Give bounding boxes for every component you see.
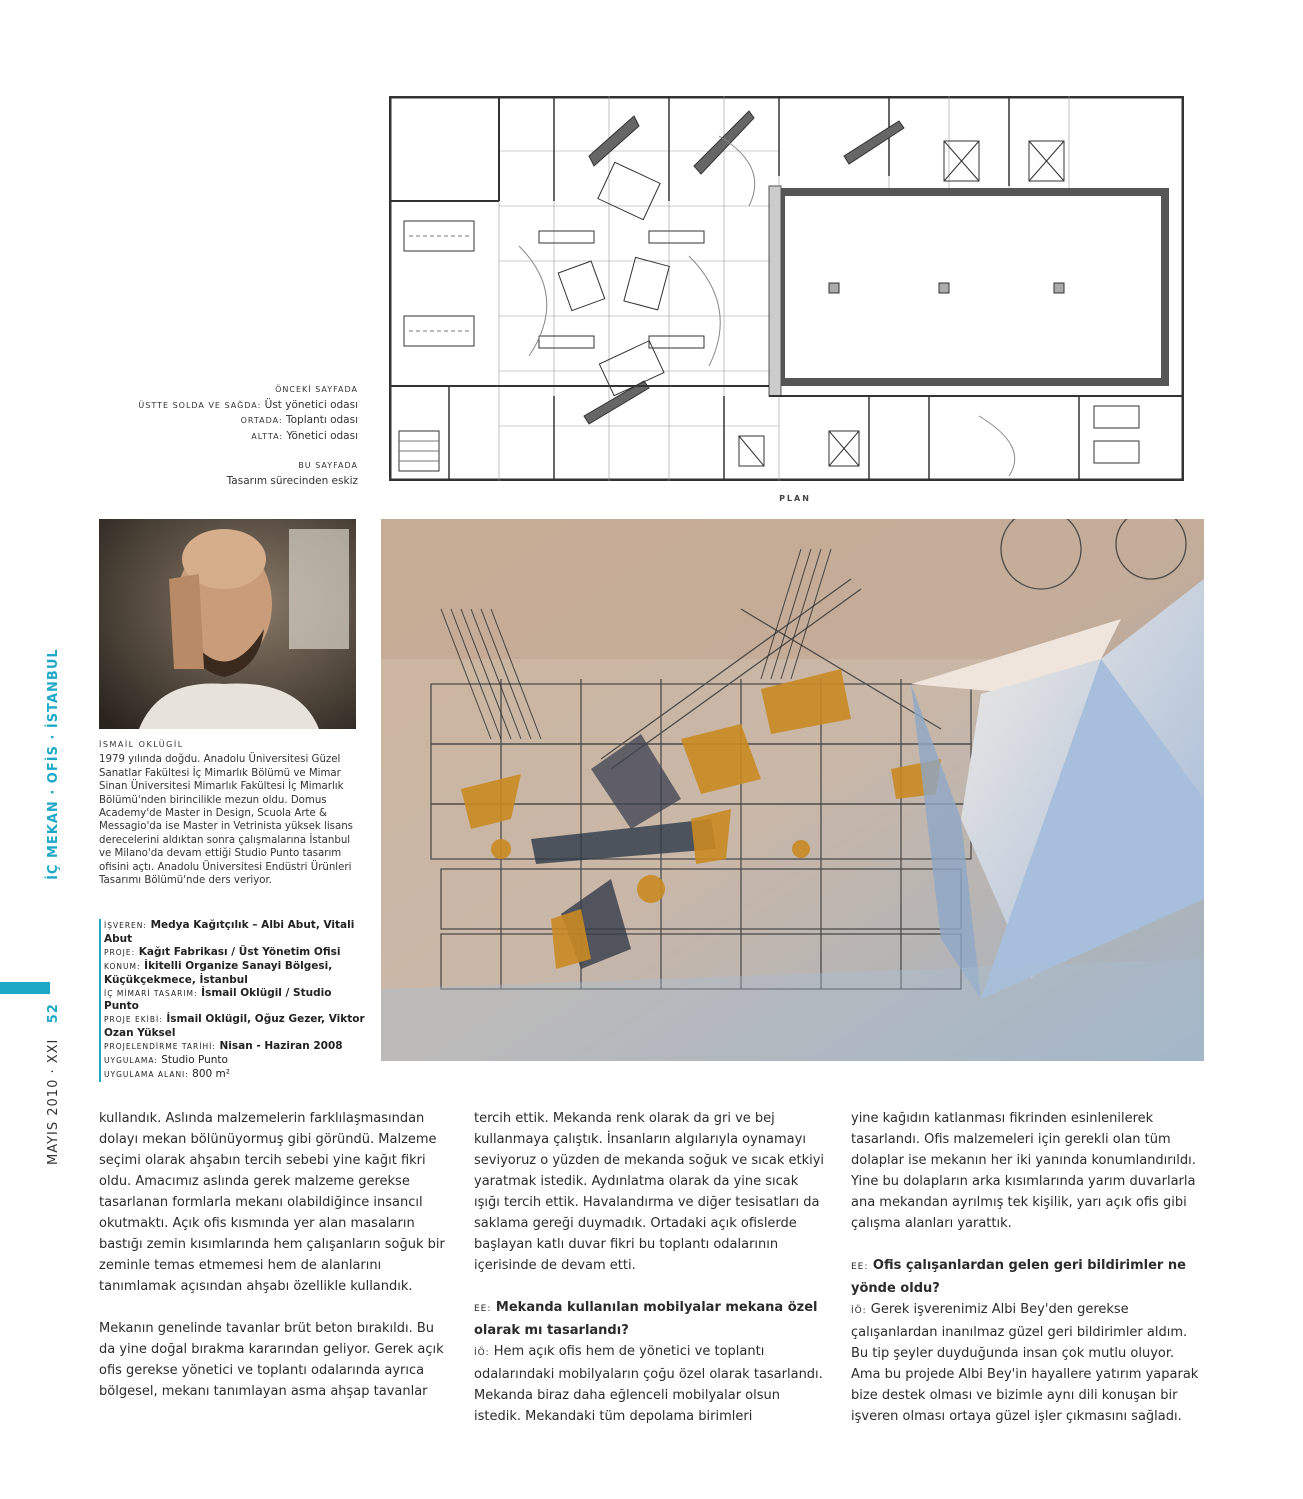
- designer-bio: [99, 738, 361, 887]
- paragraph: tercih ettik. Mekanda renk olarak da gri ve bej kullanmaya çalıştık. İnsanların algılarıyla oynamayı seviyoruz o yüzden de mekanda soğuk ve sıcak etkiyi yaratmak istedik. Aydınlatma olarak da yine sıcak ışığı tercih ettik. Havalandırma ve diğer tesisatları da saklama gereği duymadık. Ortadaki açık ofislerde başlayan katlı duvar fikri bu toplantı odalarının içerisinde de devam etti.: [474, 1111, 825, 1273]
- interview-question: [474, 1297, 826, 1341]
- paragraph: kullandık. Aslında malzemelerin farklılaşmasından dolayı mekan bölünüyormuş gibi göründü. Malzeme seçimi olarak ahşabın tercih sebebi yine kağıt fikri oldu. Amacımız aslında gerek malzeme gerekse tasarlanan formlarla mekanı olabildiğince insancıl okutmaktı. Açık ofis kısmında yer alan masaların bastığı zemin kısımlarında hem çalışanların soğuk bir zeminle temas etmemesi hem de alanlarını tanımlamak açısından ahşabı özellikle kullandık.: [99, 1111, 445, 1294]
- caption-key: ORTADA:: [240, 416, 283, 425]
- accent-bar: [0, 982, 50, 994]
- credit-row: [104, 1054, 366, 1068]
- credit-value: İsmail Oklügil, Oğuz Gezer, Viktor Ozan Yüksel: [104, 1013, 365, 1040]
- spine: [46, 648, 61, 1165]
- caption-prev-mid: [120, 413, 358, 429]
- credit-key: İÇ MİMARİ TASARIM:: [104, 988, 198, 998]
- caption-key: ÜSTTE SOLDA VE SAĞDA:: [138, 400, 262, 410]
- page-number: 52: [46, 1003, 61, 1024]
- article-column-1: [99, 1108, 451, 1402]
- caption-prev-heading: ÖNCEKİ SAYFADA: [275, 385, 358, 394]
- article-column-3: [851, 1108, 1203, 1427]
- credit-value: Kağıt Fabrikası / Üst Yönetim Ofisi: [135, 945, 341, 958]
- credit-value: Studio Punto: [157, 1054, 228, 1067]
- credit-key: UYGULAMA ALANI:: [104, 1069, 189, 1079]
- credit-value: Nisan - Haziran 2008: [215, 1040, 343, 1053]
- question-text: Mekanda kullanılan mobilyalar mekana özel olarak mı tasarlandı?: [474, 1300, 818, 1338]
- credit-value: İsmail Oklügil / Studio Punto: [104, 986, 332, 1013]
- caption-value: Üst yönetici odası: [261, 398, 358, 411]
- floor-plan: [389, 96, 1184, 481]
- credit-key: İŞVEREN:: [104, 921, 147, 930]
- designer-portrait: [99, 519, 356, 729]
- section-label: İÇ MEKAN · OFİS · İSTANBUL: [46, 648, 61, 880]
- question-key: EE:: [851, 1262, 869, 1272]
- interview-question: [851, 1255, 1203, 1299]
- credit-value: Medya Kağıtçılık – Albi Abut, Vitali Abut: [104, 919, 355, 945]
- caption-prev-bottom: [120, 429, 358, 445]
- credit-key: UYGULAMA:: [104, 1056, 158, 1066]
- credit-value: İkitelli Organize Sanayi Bölgesi, Küçükçekmece, İstanbul: [104, 959, 333, 986]
- caption-prev-top: [120, 398, 358, 414]
- answer-key: İÖ:: [851, 1306, 867, 1316]
- credit-key: KONUM:: [104, 961, 141, 971]
- caption-value: Toplantı odası: [282, 414, 358, 426]
- question-key: EE:: [474, 1304, 492, 1314]
- interview-answer: [474, 1341, 826, 1427]
- caption-value: Yönetici odası: [283, 429, 358, 442]
- credit-row: [104, 960, 366, 987]
- project-credits: [99, 919, 366, 1082]
- answer-key: İÖ:: [474, 1348, 490, 1358]
- credit-row: [104, 987, 366, 1014]
- answer-text: Hem açık ofis hem de yönetici ve toplantı odalarındaki mobilyaların çoğu özel olarak tasarlandı. Mekanda biraz daha eğlenceli mobilyalar olsun istedik. Mekandaki tüm depolama birimleri: [474, 1344, 823, 1424]
- answer-text: Gerek işverenimiz Albi Bey'den gerekse çalışanlardan inanılmaz güzel geri bildirimler aldım. Bu tip şeyler duyduğunda insan çok mutlu oluyor. Ama bu projede Albi Bey'in hayallere yatırım yaparak bize destek olması ve bizimle aynı dili konuşan bir işveren olması ortaya güzel işler çıkmasını sağladı.: [851, 1302, 1199, 1424]
- credit-value: 800 m²: [188, 1067, 230, 1080]
- caption-key: ALTTA:: [251, 431, 284, 441]
- designer-name: İSMAİL OKLÜGİL: [99, 740, 184, 749]
- paragraph: Mekanın genelinde tavanlar brüt beton bırakıldı. Bu da yine doğal bırakma kararından geliyor. Gerek açık ofis gerekse yönetici ve toplantı odalarında ayrıca bölgesel, mekanı tanımlayan asma ahşap tavanlar: [99, 1321, 444, 1399]
- credit-key: PROJE:: [104, 947, 136, 957]
- caption-this-value: Tasarım sürecinden eskiz: [226, 474, 358, 487]
- plan-label: PLAN: [779, 494, 811, 503]
- interview-answer: [851, 1299, 1203, 1427]
- credit-row: [104, 1040, 366, 1054]
- credit-key: PROJELENDİRME TARİHİ:: [104, 1042, 216, 1052]
- paragraph: yine kağıdın katlanması fikrinden esinlenilerek tasarlandı. Ofis malzemeleri için gerekli olan tüm dolaplar ise mekanın her iki yanında konumlandırıldı. Yine bu dolapların arka kısımlarında yarım duvarlarla ana mekandan ayrılmış tek kişilik, yarı açık ofis gibi çalışma alanları yarattık.: [851, 1111, 1196, 1231]
- credit-row: [104, 1013, 366, 1040]
- credit-row: [104, 946, 366, 960]
- design-sketch-photo: [381, 519, 1204, 1061]
- credit-row: [104, 919, 366, 946]
- issue-label: MAYIS 2010 · XXI: [46, 1038, 61, 1165]
- article-column-2: [474, 1108, 826, 1427]
- caption-this-heading: BU SAYFADA: [298, 461, 358, 470]
- image-captions: [120, 382, 358, 489]
- bio-text: 1979 yılında doğdu. Anadolu Üniversitesi Güzel Sanatlar Fakültesi İç Mimarlık Bölümü ve Mimar Sinan Üniversitesi Mimarlık Fakültesi İç Mimarlık Bölümü'nden birincilikle mezun oldu. Domus Academy'de Master in Design, Scuola Arte & Messagio'da ise Master in Vetrinista yüksek lisans derecelerini aldıktan sonra çalışmalarına İstanbul ve Milano'da devam ettiği Studio Punto tasarım ofisini açtı. Anadolu Üniversitesi Endüstri Ürünleri Tasarımı Bölümü'nde ders veriyor.: [99, 754, 353, 887]
- credit-key: PROJE EKİBİ:: [104, 1015, 163, 1025]
- credit-row: [104, 1068, 366, 1082]
- question-text: Ofis çalışanlardan gelen geri bildirimler ne yönde oldu?: [851, 1258, 1186, 1296]
